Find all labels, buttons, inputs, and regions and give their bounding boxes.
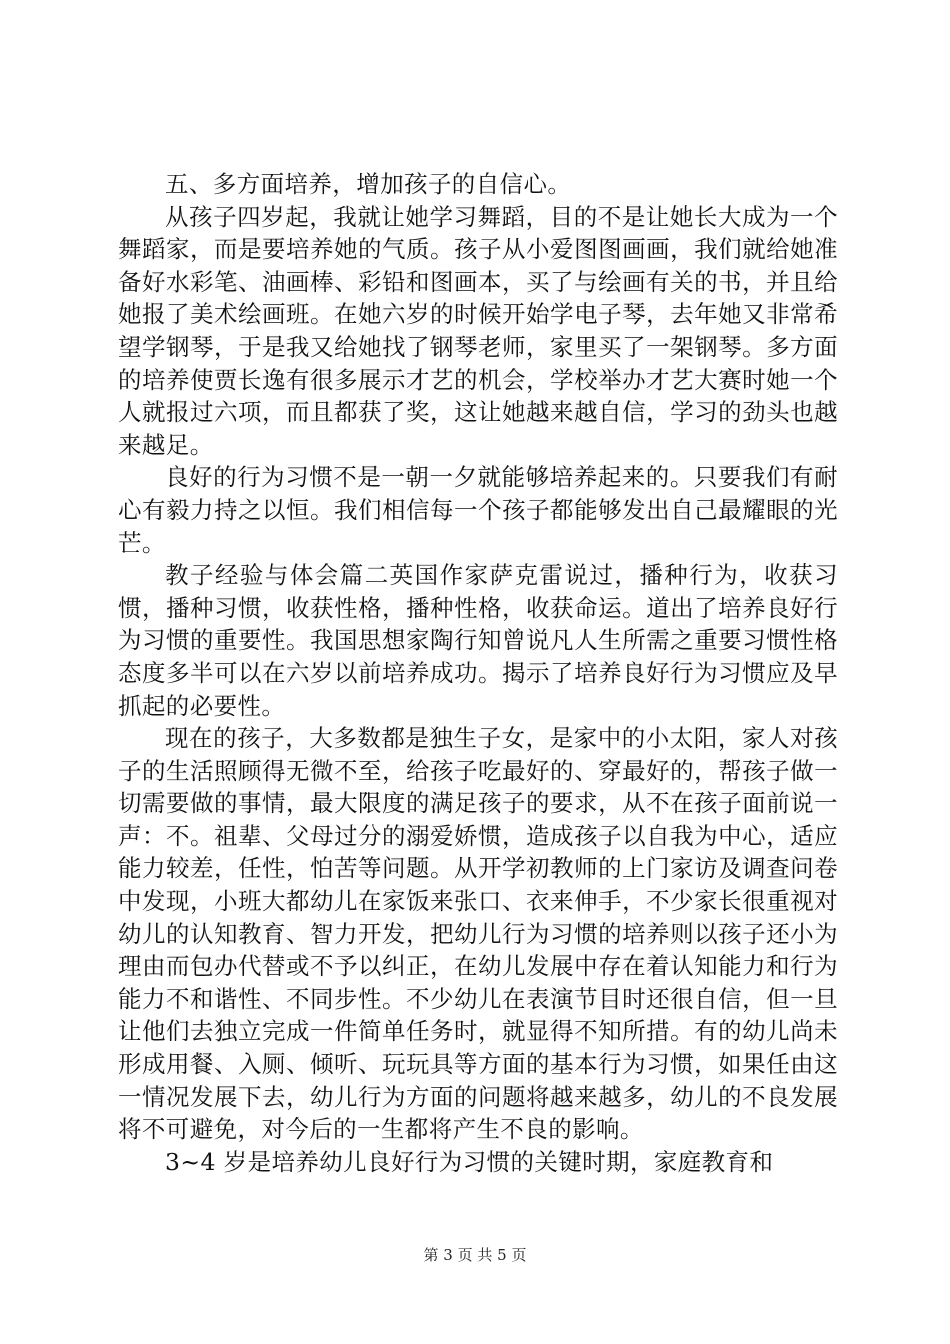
document-body	[118, 168, 838, 1178]
paragraph: 良好的行为习惯不是一朝一夕就能够培养起来的。只要我们有耐心有毅力持之以恒。我们相信每一个孩子都能够发出自己最耀眼的光芒。	[118, 463, 838, 557]
paragraph: 教子经验与体会篇二英国作家萨克雷说过，播种行为，收获习惯，播种习惯，收获性格，播种性格，收获命运。道出了培养良好行为习惯的重要性。我国思想家陶行知曾说凡人生所需之重要习惯性格态度多半可以在六岁以前培养成功。揭示了培养良好行为习惯应及早抓起的必要性。	[118, 561, 838, 720]
paragraph: 3~4 岁是培养幼儿良好行为习惯的关键时期，家庭教育和	[165, 1147, 774, 1176]
section-heading: 五、多方面培养，增加孩子的自信心。	[165, 170, 572, 198]
paragraph: 现在的孩子，大多数都是独生子女，是家中的小太阳，家人对孩子的生活照顾得无微不至，给孩子吃最好的、穿最好的，帮孩子做一切需要做的事情，最大限度的满足孩子的要求，从不在孩子面前说一声：不。祖辈、父母过分的溺爱娇惯，造成孩子以自我为中心，适应能力较差，任性，怕苦等问题。从开学初教师的上门家访及调查问卷中发现，小班大都幼儿在家饭来张口、衣来伸手，不少家长很重视对幼儿的认知教育、智力开发，把幼儿行为习惯的培养则以孩子还小为理由而包办代替或不予以纠正，在幼儿发展中存在着认知能力和行为能力不和谐性、不同步性。不少幼儿在表演节目时还很自信，但一旦让他们去独立完成一件简单任务时，就显得不知所措。有的幼儿尚未形成用餐、入厕、倾听、玩玩具等方面的基本行为习惯，如果任由这一情况发展下去，幼儿行为方面的问题将越来越多，幼儿的不良发展将不可避免，对今后的一生都将产生不良的影响。	[118, 724, 838, 1144]
paragraph: 从孩子四岁起，我就让她学习舞蹈，目的不是让她长大成为一个舞蹈家，而是要培养她的气质。孩子从小爱图图画画，我们就给她准备好水彩笔、油画棒、彩铅和图画本，买了与绘画有关的书，并且给她报了美术绘画班。在她六岁的时候开始学电子琴，去年她又非常希望学钢琴，于是我又给她找了钢琴老师，家里买了一架钢琴。多方面的培养使贾长逸有很多展示才艺的机会，学校举办才艺大赛时她一个人就报过六项，而且都获了奖，这让她越来越自信，学习的劲头也越来越足。	[118, 202, 838, 459]
page-number-footer: 第 3 页 共 5 页	[423, 1246, 527, 1264]
